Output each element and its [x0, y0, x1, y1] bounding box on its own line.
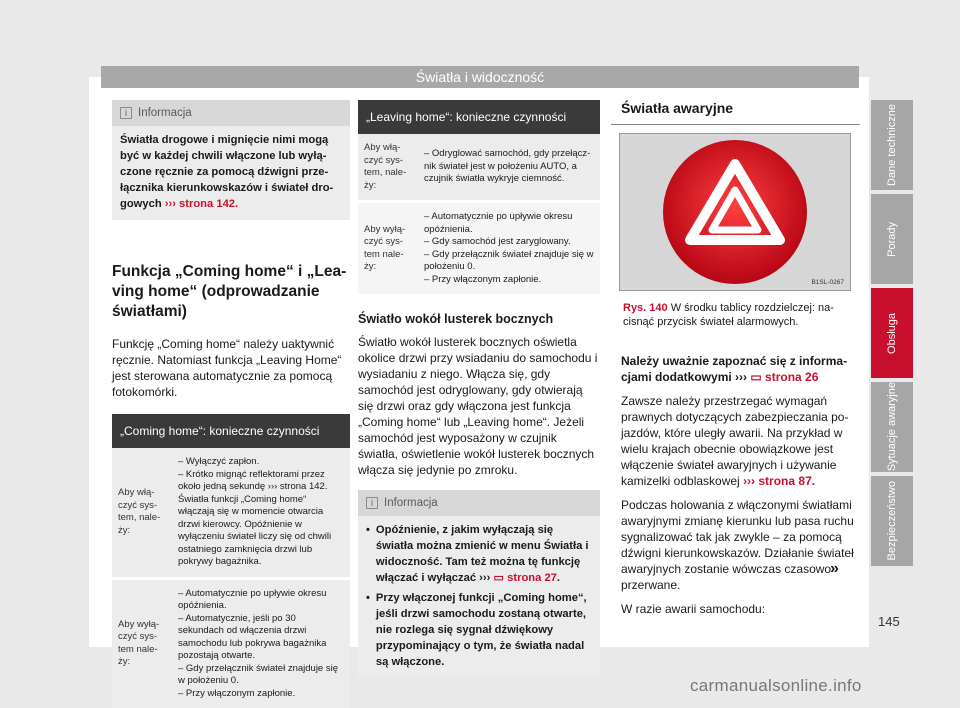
- watermark: carmanualsonline.info: [690, 676, 862, 695]
- list-item: • Przy włączonej funkcji „Coming home“, jeśli drzwi samochodu zostaną otwarte, nie rozlega się sygnał dźwiękowy przypominający o tym, że światła nadal są włączone.: [366, 592, 587, 668]
- table-row: Aby włączyć system, należy: – Odryglować samochód, gdy przełącznik świateł jest w położeniu AUTO, a czujnik światła wykryje ciemność.: [358, 134, 600, 200]
- table-row: Aby wyłączyć system należy: – Automatycznie po upływie okresu opóźnienia. – Gdy samochód jest zaryglowany. – Gdy przełącznik świateł znajduje się w położeniu 0. – Przy włączonym zapłonie.: [358, 203, 600, 294]
- tab-bezpieczenstwo[interactable]: Bezpieczeństwo: [871, 476, 913, 566]
- paragraph: W razie awarii samochodu:: [621, 602, 766, 616]
- paragraph: Światło wokół lusterek bocznych oświetla okolice drzwi przy wsiadaniu do samochodu i wysiadaniu z niego. Włącza się, gdy samochód jest odryglowany, gdy otwierają się drzwi oraz gdy włączona jest funkcja „Coming home“ lub „Leaving home“. Jeżeli samochód jest wyposażony w czujnik światła, oświetlenie wokół lusterek bocznych włącza się jedynie po zmroku.: [358, 335, 598, 477]
- paragraph: Zawsze należy przestrzegać wymagań prawnych dotyczących zabezpieczania pojazdów, które uległy awarii. Na przykład w wielu krajach obecnie obowiązkowe jest włączenie świateł awaryjnych i używanie kamizelki odblaskowej ››› strona 87.: [621, 394, 849, 488]
- table-row: Aby wyłączyć system należy: – Automatycznie po upływie okresu opóźnienia. – Automatycznie, jeśli po 30 sekundach od włączenia drzwi samochodu lub pokrywa bagażnika pozostają otwarte. – Gdy przełącznik świateł znajduje się w położeniu 0. – Przy włączonym zapłonie.: [112, 580, 350, 708]
- page-ref-link[interactable]: ››› strona 142.: [164, 198, 239, 210]
- tab-obsluga[interactable]: Obsługa: [871, 288, 913, 378]
- column-3: [611, 100, 860, 617]
- hazard-warning-icon: [620, 134, 850, 290]
- notice-paragraph: Należy uważnie zapoznać się z informacjami dodatkowymi ››› ▭ strona 26: [621, 354, 848, 384]
- info-box: [358, 490, 600, 678]
- tab-dane-techniczne[interactable]: Dane techniczne: [871, 100, 913, 190]
- table-title: „Coming home“: konieczne czynności: [112, 414, 350, 448]
- table-title: „Leaving home“: konieczne czynności: [358, 100, 600, 134]
- info-label: Informacja: [384, 497, 438, 509]
- hazard-button-image: [619, 133, 851, 291]
- table-row: Aby włączyć system, należy: – Wyłączyć zapłon. – Krótko mignąć reflektorami przez około jedną sekundę ››› strona 142. Światła funkcji „Coming home“ włączają się w momencie otwarcia drzwi kierowcy. Opóźnienie w wyłączeniu świateł liczy się od chwili ostatniego zamknięcia drzwi lub pokrywy bagażnika.: [112, 448, 350, 577]
- book-icon: ▭: [750, 370, 762, 384]
- section-heading: Światło wokół lusterek bocznych: [358, 312, 554, 326]
- chapter-tabs: [871, 100, 913, 570]
- page-ref-link[interactable]: ››› strona 87.: [743, 474, 816, 488]
- page-ref-link[interactable]: strona 26: [765, 370, 819, 384]
- continued-marker: »: [830, 560, 839, 577]
- book-icon: ▭: [493, 572, 505, 584]
- info-label: Informacja: [138, 107, 192, 119]
- info-icon: i: [366, 497, 378, 509]
- leaving-home-table: [358, 100, 600, 294]
- coming-home-table: [112, 414, 350, 708]
- section-header: Światła i widoczność: [101, 66, 859, 88]
- page-ref-link[interactable]: strona 27: [507, 572, 557, 584]
- section-heading: Światła awaryjne: [621, 100, 734, 116]
- info-icon: i: [120, 107, 132, 119]
- tab-sytuacje-awaryjne[interactable]: Sytuacje awaryjne: [871, 382, 913, 472]
- figure-caption: Rys. 140 W środku tablicy rozdzielczej: nacisnąć przycisk świateł alarmowych.: [623, 302, 834, 328]
- column-1: [112, 100, 350, 708]
- section-heading: Funkcja „Coming home“ i „Leaving home“ (odprowadzanie światłami): [112, 263, 347, 320]
- list-item: • Opóźnienie, z jakim wyłączają się światła można zmienić w menu Światła i widoczność. Tam też można tę funkcję włączać i wyłączać ››› ▭ strona 27.: [366, 524, 589, 584]
- column-2: [358, 100, 600, 678]
- paragraph: Podczas holowania z włączonymi światłami awaryjnymi zmianę kierunku lub pasa ruchu sygnalizować tak jak zwykle – za pomocą dźwigni kierunkowskazów. Działanie świateł awaryjnych zostanie wówczas czasowo przerwane.: [621, 498, 854, 592]
- info-text: Światła drogowe i mignięcie nimi mogą być w każdej chwili włączone lub wyłączone ręcznie za pomocą dźwigni przełącznika kierunkowskazów i świateł drogowych ››› strona 142.: [120, 134, 334, 210]
- paragraph: Funkcję „Coming home“ należy uaktywnić ręcznie. Natomiast funkcja „Leaving Home“ jest sterowana automatycznie za pomocą fotokomórki.: [112, 337, 342, 399]
- tab-porady[interactable]: Porady: [871, 194, 913, 284]
- info-box: [112, 100, 350, 220]
- figure-code: B1SL-0267: [811, 279, 844, 286]
- page-number: 145: [878, 614, 900, 629]
